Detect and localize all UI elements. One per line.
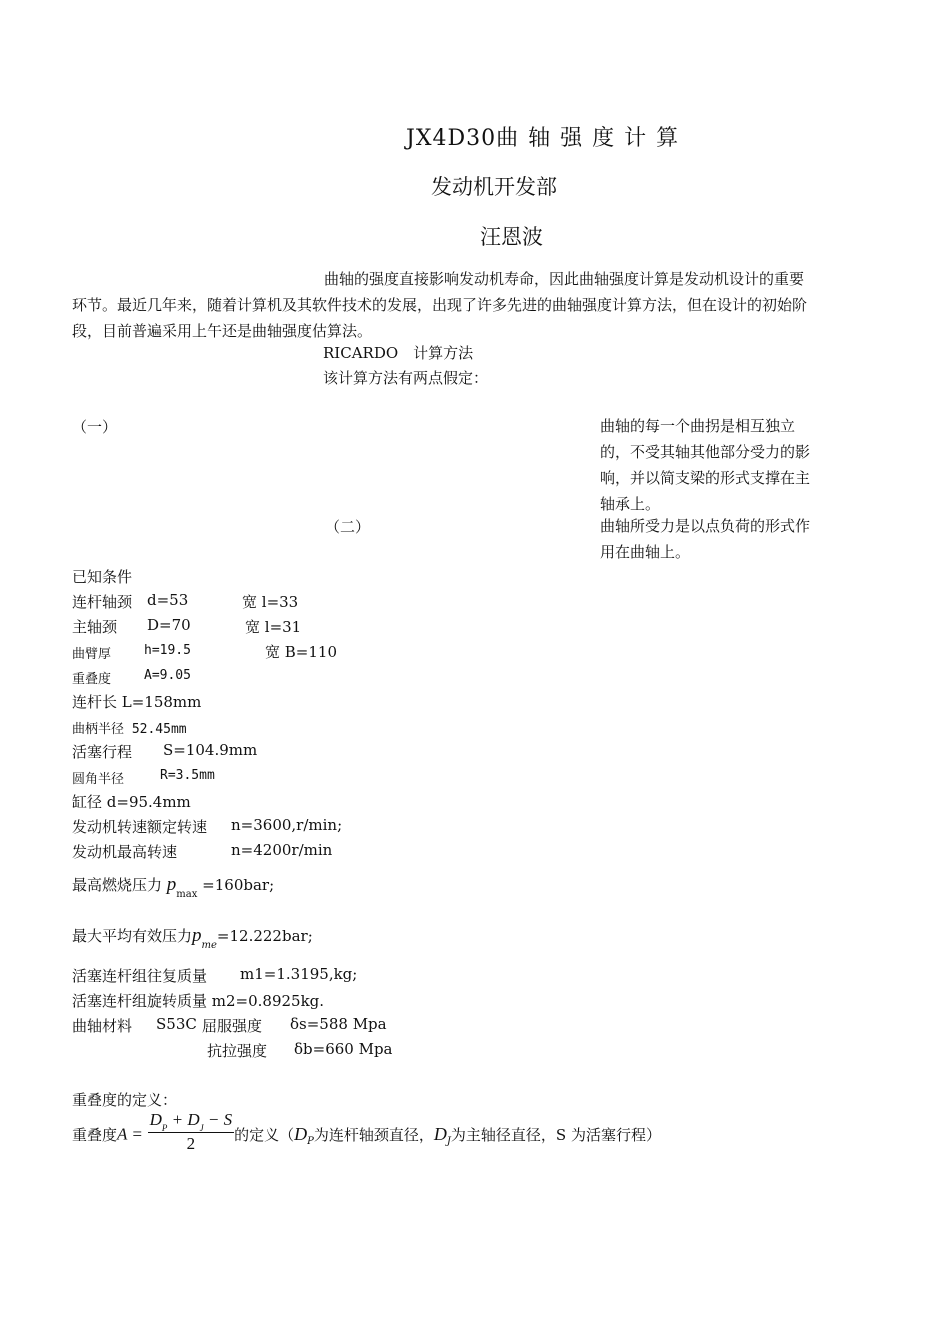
main-journal-label: 主轴颈 [72,618,118,636]
bore: 缸径 d=95.4mm [72,793,191,811]
fillet-label: 圆角半径 [72,772,125,787]
conrod-length: 连杆长 L=158mm [72,693,202,711]
fraction-denominator: 2 [186,1134,196,1153]
stroke-label: 活塞行程 [72,743,133,761]
dp-description: 为连杆轴颈直径， [313,1126,434,1144]
num-dp-sub: P [161,1123,168,1133]
material-label: 曲轴材料 [72,1017,133,1035]
assumption-1-label: （一） [72,418,118,436]
recip-mass-label: 活塞连杆组往复质量 [72,967,208,985]
conrod-journal-width: 宽 l=33 [242,593,299,611]
author: 汪恩波 [480,225,543,249]
recip-mass-value: m1=1.3195,kg; [240,965,358,983]
intro-paragraph: 曲轴的强度直接影响发动机寿命，因此曲轴强度计算是发动机设计的重要环节。最近几年来，随着计算机及其软件技术的发展，出现了许多先进的曲轴强度计算方法，但在设计的初始阶段，目前普遍采用上午还是曲轴强度估算法。 [72,270,808,340]
rated-speed-value: n=3600,r/min; [231,816,343,834]
max-speed-label: 发动机最高转速 [72,843,178,861]
yield-strength-value: δs=588 Mpa [290,1015,387,1033]
num-minus-s: − S [203,1110,233,1129]
rotating-mass: 活塞连杆组旋转质量 m2=0.8925kg. [72,992,325,1010]
title-model: JX4D30 [406,126,497,151]
overlap-lhs: A = [117,1124,143,1144]
tensile-strength-value: δb=660 Mpa [294,1040,393,1058]
max-speed-value: n=4200r/min [231,841,333,859]
assumption-1-text: 曲轴的每一个曲拐是相互独立的，不受其轴其他部分受力的影响，并以简支梁的形式支撑在主轴承上。 [600,417,811,513]
pmax-symbol: p [166,874,177,895]
overlap-prefix: 重叠度 [72,1126,118,1144]
known-conditions-header: 已知条件 [72,568,133,586]
overlap-fraction [148,1110,235,1155]
document-title [406,121,688,152]
yield-strength-label: 屈服强度 [202,1017,263,1035]
title-text: 曲轴强度计算 [496,126,689,151]
num-dp: D [149,1110,162,1129]
material-value: S53C [156,1015,197,1033]
dp-subscript: P [307,1136,314,1147]
department: 发动机开发部 [431,175,557,199]
crank-radius: 曲柄半径 52.45mm [72,722,187,737]
pme-row [72,925,313,951]
num-dj: D [187,1110,200,1129]
overlap-value: A=9.05 [144,668,191,683]
conrod-journal-label: 连杆轴颈 [72,593,133,611]
crank-arm-thickness: h=19.5 [144,643,191,658]
assumption-intro: 该计算方法有两点假定： [323,369,489,387]
main-journal-diameter: D=70 [147,616,191,634]
assumption-2-text: 曲轴所受力是以点负荷的形式作用在曲轴上。 [600,517,811,561]
pme-subscript: me [201,940,217,951]
pme-label: 最大平均有效压力 [72,927,193,945]
fillet-value: R=3.5mm [160,768,215,783]
tensile-strength-label: 抗拉强度 [207,1042,268,1060]
fraction-numerator [148,1110,235,1133]
overlap-label: 重叠度 [72,672,112,687]
overlap-formula-row [72,1112,661,1160]
assumption-2-label: （二） [325,518,371,536]
pmax-subscript: max [176,889,198,900]
pmax-row [72,874,275,900]
conrod-journal-diameter: d=53 [147,591,189,609]
dj-description: 为主轴径直径，S 为活塞行程） [450,1126,661,1144]
pmax-label: 最高燃烧压力 [72,876,163,894]
main-journal-width: 宽 l=31 [245,618,302,636]
pme-value: =12.222bar; [216,927,313,945]
method-name: RICARDO 计算方法 [323,344,474,362]
pmax-value: =160bar; [202,876,275,894]
overlap-suffix: 的定义（ [234,1126,295,1144]
num-plus: + [167,1110,188,1129]
dj-subscript: J [446,1136,451,1147]
stroke-value: S=104.9mm [163,741,258,759]
pme-symbol: p [192,925,202,946]
crank-arm-width: 宽 B=110 [265,643,337,661]
crank-arm-label: 曲臂厚 [72,647,112,662]
dj-symbol: D [433,1124,447,1144]
num-dj-sub: J [199,1123,204,1133]
dp-symbol: D [294,1124,308,1144]
rated-speed-label: 发动机转速额定转速 [72,818,208,836]
overlap-def-header: 重叠度的定义： [72,1091,178,1109]
